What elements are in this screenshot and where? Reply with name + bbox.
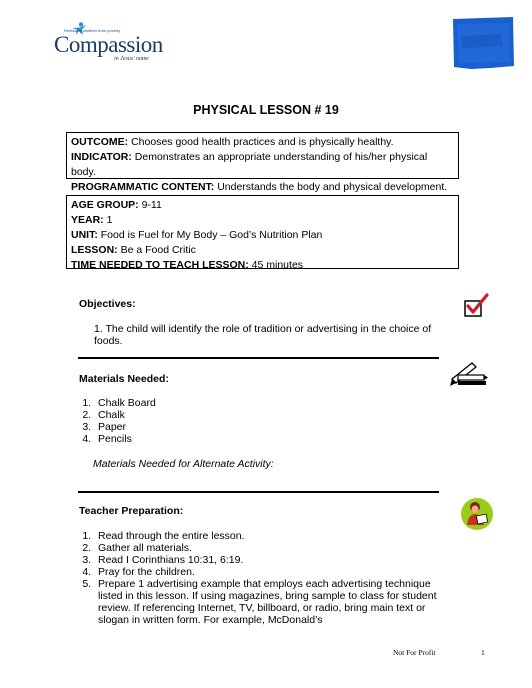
year-value: 1	[103, 214, 113, 226]
list-item: 3. Paper	[94, 421, 394, 433]
teacher-reading-icon	[460, 495, 494, 531]
outcome-label: OUTCOME:	[71, 136, 129, 148]
outcome-box	[66, 132, 459, 193]
section-divider	[78, 357, 439, 359]
logo-tagline: Releasing children from poverty	[64, 28, 121, 33]
programmatic-line	[71, 180, 454, 195]
list-item: 4. Pray for the children.	[94, 566, 454, 578]
lesson-info-box	[66, 195, 459, 269]
pencil-crayon-icon	[450, 359, 488, 387]
indicator-value: Demonstrates an appropriate understanding of his/her physical body.	[71, 151, 428, 178]
list-item: 5. Prepare 1 advertising example that employs each advertising technique listed in this lesson. If using magazines, bring sample to class for student review. If referencing Internet, TV, billboard, or radio, bring main text or slogan in written form. For example, McDonald’s	[94, 578, 454, 626]
age-label: AGE GROUP:	[71, 199, 139, 211]
logo-subtitle: in Jesus' name	[114, 56, 149, 62]
preparation-heading: Teacher Preparation:	[79, 505, 184, 517]
page-number: 1	[481, 648, 485, 657]
outcome-line	[71, 135, 454, 150]
list-item: 2. Gather all materials.	[94, 542, 454, 554]
logo-wordmark: Compassion	[54, 32, 163, 57]
lesson-line	[71, 243, 454, 258]
list-item: 3. Read I Corinthians 10:31, 6:19.	[94, 554, 454, 566]
programmatic-value: Understands the body and physical development.	[214, 181, 448, 193]
lesson-value: Be a Food Critic	[117, 244, 196, 256]
list-item: 1. Read through the entire lesson.	[94, 530, 454, 542]
time-line	[71, 258, 454, 273]
programmatic-label: PROGRAMMATIC CONTENT:	[71, 181, 215, 193]
time-value: 45 minutes	[248, 259, 304, 271]
unit-label: UNIT:	[71, 229, 98, 241]
age-value: 9-11	[138, 199, 162, 211]
section-divider	[78, 491, 439, 493]
year-line	[71, 213, 454, 228]
age-line	[71, 198, 454, 213]
alternate-materials: Materials Needed for Alternate Activity:	[93, 458, 274, 470]
unit-line	[71, 228, 454, 243]
lesson-label: LESSON:	[71, 244, 118, 256]
compassion-logo	[52, 22, 164, 66]
footer-text: Not For Profit	[393, 648, 436, 657]
objectives-heading: Objectives:	[79, 298, 136, 310]
page-title: PHYSICAL LESSON # 19	[193, 103, 339, 117]
unit-value: Food is Fuel for My Body – God’s Nutrition Plan	[97, 229, 323, 241]
materials-list	[76, 397, 394, 445]
checkbox-check-icon	[463, 293, 489, 319]
preparation-list	[76, 530, 454, 626]
list-item: 1. Chalk Board	[94, 397, 394, 409]
time-label: TIME NEEDED TO TEACH LESSON:	[71, 259, 249, 271]
blue-brush-block	[451, 16, 515, 70]
objectives-item: 1. The child will identify the role of tradition or advertising in the choice of foods.	[94, 323, 432, 347]
indicator-label: INDICATOR:	[71, 151, 132, 163]
outcome-value: Chooses good health practices and is physically healthy.	[128, 136, 394, 148]
year-label: YEAR:	[71, 214, 104, 226]
materials-heading: Materials Needed:	[79, 373, 169, 385]
list-item: 4. Pencils	[94, 433, 394, 445]
indicator-line	[71, 150, 454, 180]
list-item: 2. Chalk	[94, 409, 394, 421]
